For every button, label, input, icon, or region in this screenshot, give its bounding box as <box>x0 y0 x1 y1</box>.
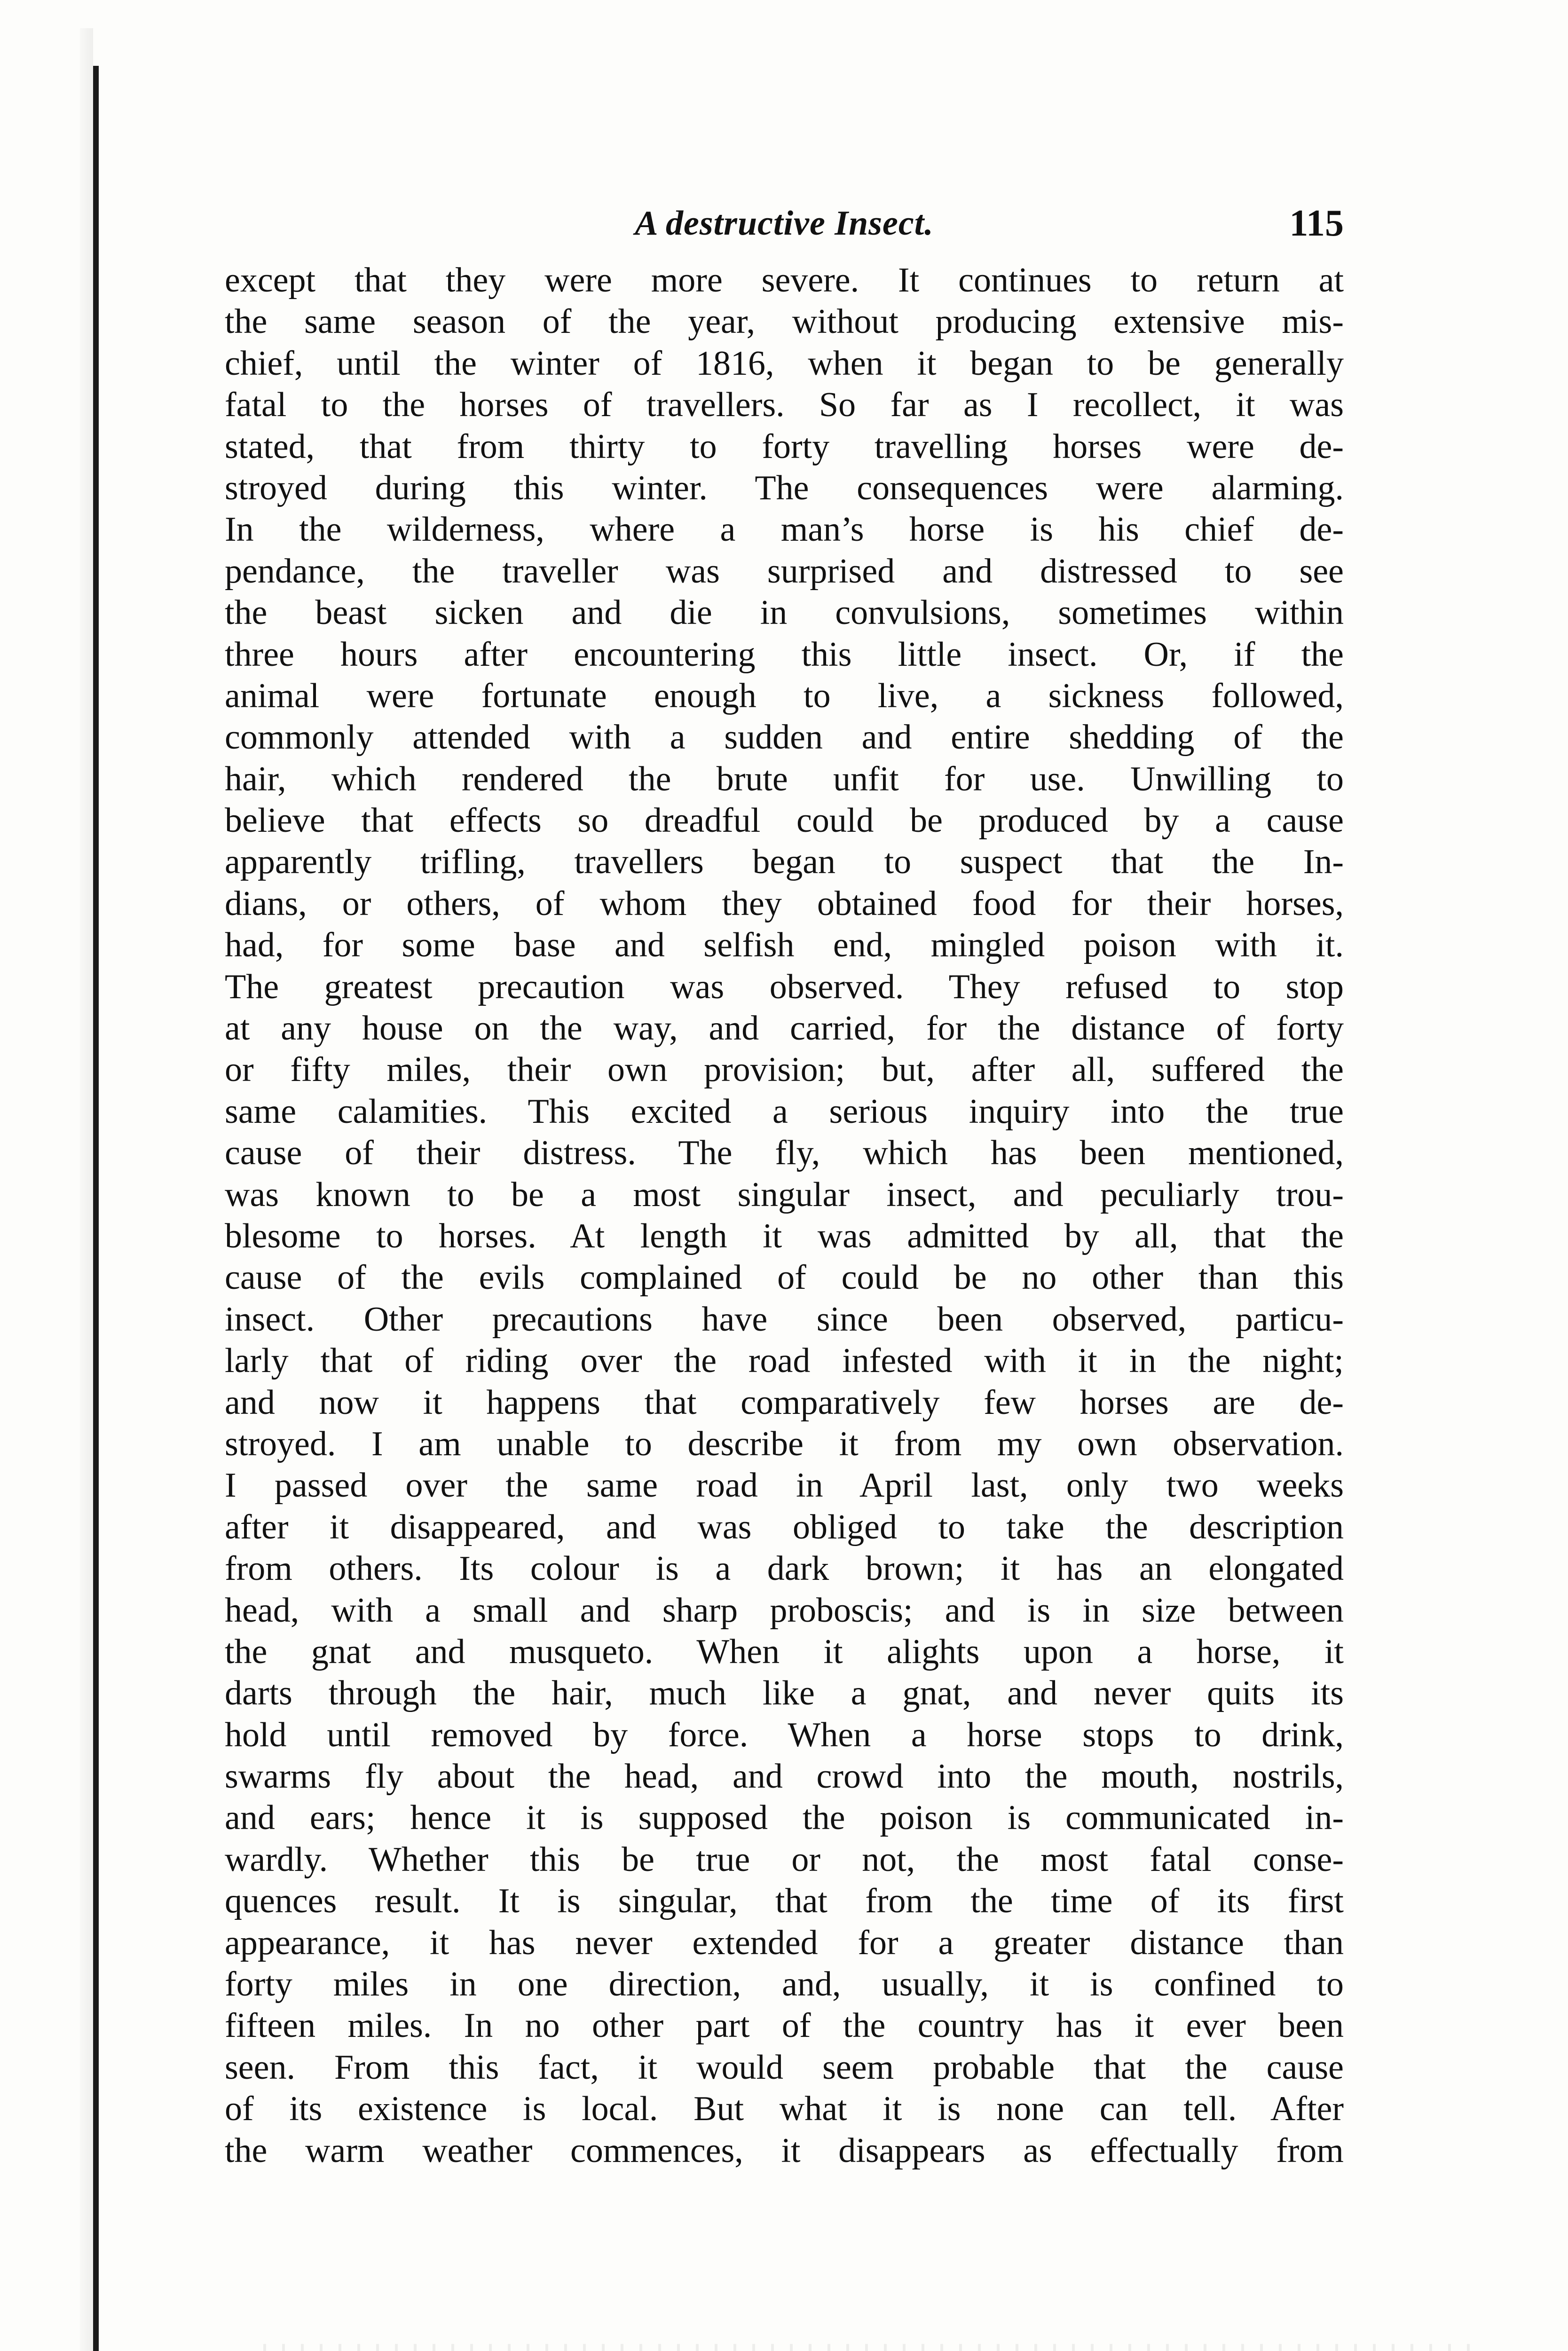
text-line: wardly. Whether this be true or not, the most fatal conse- <box>225 1840 1344 1879</box>
text-line: at any house on the way, and carried, for the distance of forty <box>225 1009 1344 1048</box>
text-line: or fifty miles, their own provision; but, after all, suffered the <box>225 1050 1344 1089</box>
text-line: fifteen miles. In no other part of the country has it ever been <box>225 2006 1344 2045</box>
text-line: fatal to the horses of travellers. So far as I recollect, it was <box>225 386 1344 425</box>
page-edge-shadow <box>80 28 93 2351</box>
text-line: three hours after encountering this little insect. Or, if the <box>225 635 1344 674</box>
text-line: after it disappeared, and was obliged to take the description <box>225 1507 1344 1546</box>
text-line: The greatest precaution was observed. They refused to stop <box>225 967 1344 1006</box>
text-line: was known to be a most singular insect, and peculiarly trou- <box>225 1175 1344 1214</box>
text-line: larly that of riding over the road infested with it in the night; <box>225 1341 1344 1381</box>
text-line: cause of their distress. The fly, which has been mentioned, <box>225 1134 1344 1173</box>
text-line: swarms fly about the head, and crowd into the mouth, nostrils, <box>225 1757 1344 1796</box>
text-line: commonly attended with a sudden and entire shedding of the <box>225 718 1344 757</box>
text-line: blesome to horses. At length it was admitted by all, that the <box>225 1216 1344 1255</box>
text-line: stroyed. I am unable to describe it from my own observation. <box>225 1424 1344 1463</box>
text-line: and ears; hence it is supposed the poison is communicated in- <box>225 1799 1344 1838</box>
text-line: stroyed during this winter. The consequences were alarming. <box>225 468 1344 507</box>
text-line: cause of the evils complained of could be no other than this <box>225 1258 1344 1297</box>
text-line: I passed over the same road in April last, only two weeks <box>225 1466 1344 1505</box>
text-line: insect. Other precautions have since been observed, particu- <box>225 1300 1344 1339</box>
text-line: hair, which rendered the brute unfit for use. Unwilling to <box>225 759 1344 798</box>
text-line: seen. From this fact, it would seem probable that the cause <box>225 2048 1344 2087</box>
text-line: hold until removed by force. When a horse stops to drink, <box>225 1715 1344 1754</box>
text-line: dians, or others, of whom they obtained food for their horses, <box>225 884 1344 923</box>
page-header <box>225 197 1344 249</box>
text-line: the warm weather commences, it disappears as effectually from <box>225 2131 1344 2170</box>
page-binding-edge <box>93 66 99 2351</box>
text-line: of its existence is local. But what it is none can tell. After <box>225 2090 1344 2129</box>
text-line: apparently trifling, travellers began to suspect that the In- <box>225 843 1344 882</box>
text-line: forty miles in one direction, and, usually, it is confined to <box>225 1965 1344 2004</box>
running-title: A destructive Insect. <box>635 204 934 243</box>
text-line: animal were fortunate enough to live, a sickness followed, <box>225 676 1344 715</box>
text-line: chief, until the winter of 1816, when it began to be generally <box>225 344 1344 383</box>
text-line: the gnat and musqueto. When it alights upon a horse, it <box>225 1632 1344 1671</box>
text-line: had, for some base and selfish end, mingled poison with it. <box>225 926 1344 965</box>
text-line: appearance, it has never extended for a greater distance than <box>225 1923 1344 1962</box>
text-line: stated, that from thirty to forty travelling horses were de- <box>225 427 1344 466</box>
text-line: same calamities. This excited a serious inquiry into the true <box>225 1092 1344 1131</box>
text-line: head, with a small and sharp proboscis; and is in size between <box>225 1591 1344 1630</box>
text-line: and now it happens that comparatively few horses are de- <box>225 1383 1344 1422</box>
text-line: except that they were more severe. It continues to return at <box>225 261 1344 300</box>
scan-smudge <box>263 2344 1486 2351</box>
body-text <box>225 260 1344 2170</box>
text-line: the beast sicken and die in convulsions, sometimes within <box>225 593 1344 632</box>
text-line: In the wilderness, where a man’s horse is his chief de- <box>225 510 1344 549</box>
text-line: from others. Its colour is a dark brown; it has an elongated <box>225 1549 1344 1588</box>
text-line: pendance, the traveller was surprised and distressed to see <box>225 552 1344 591</box>
text-line: the same season of the year, without producing extensive mis- <box>225 302 1344 341</box>
text-line: believe that effects so dreadful could be produced by a cause <box>225 801 1344 840</box>
page-number: 115 <box>1289 203 1344 244</box>
text-line: darts through the hair, much like a gnat, and never quits its <box>225 1674 1344 1713</box>
text-line: quences result. It is singular, that from the time of its first <box>225 1882 1344 1921</box>
